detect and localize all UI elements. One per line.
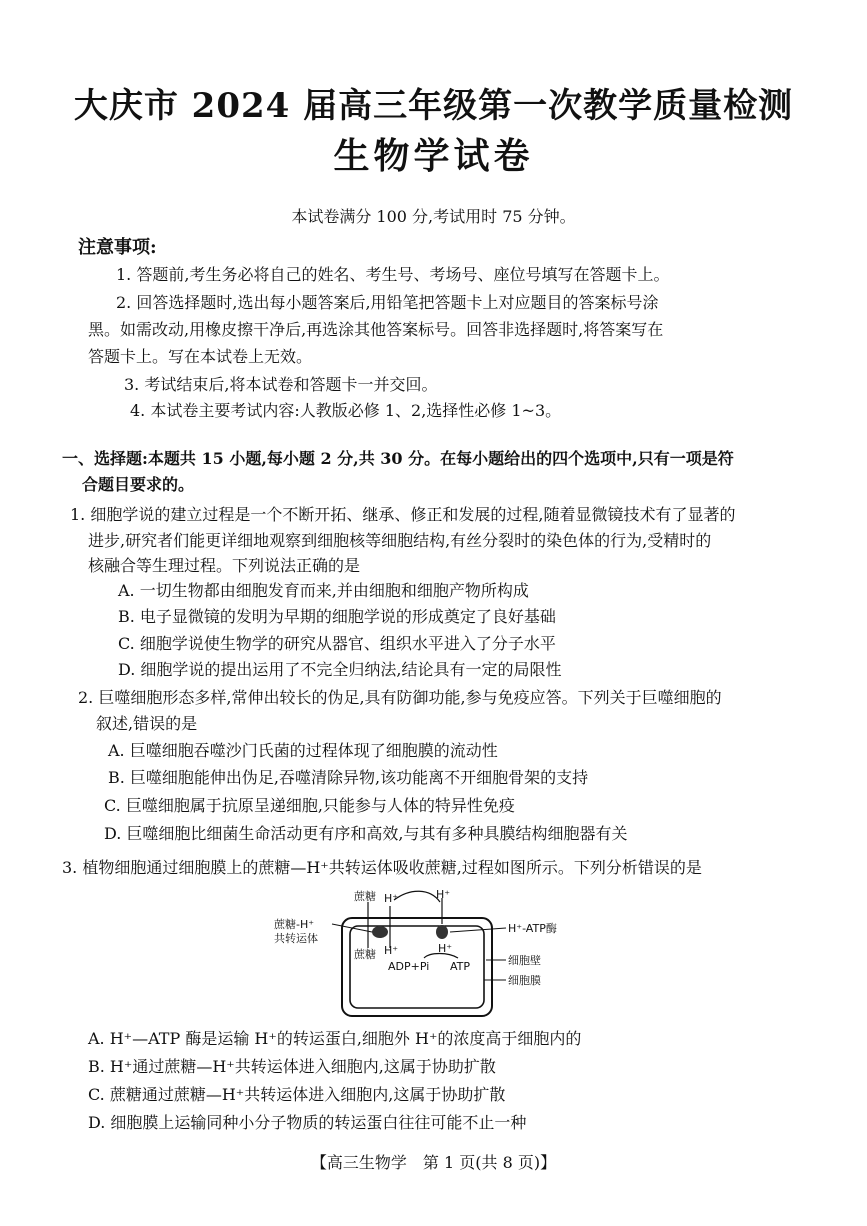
notice-item-2-line1: 2. 回答选择题时,选出每小题答案后,用铅笔把答题卡上对应题目的答案标号涂 — [116, 293, 659, 312]
label-atpase: H⁺-ATP酶 — [508, 922, 557, 935]
q1-option-c: C. 细胞学说使生物学的研究从器官、组织水平进入了分子水平 — [118, 634, 556, 653]
q3-option-a: A. H⁺—ATP 酶是运输 H⁺的转运蛋白,细胞外 H⁺的浓度高于细胞内的 — [88, 1029, 582, 1048]
label-wall: 细胞壁 — [508, 954, 541, 967]
label-h-out1: H⁺ — [384, 892, 399, 905]
pointer-atpase — [450, 928, 506, 932]
notice-item-3: 3. 考试结束后,将本试卷和答题卡一并交回。 — [124, 375, 438, 394]
q1-option-d: D. 细胞学说的提出运用了不完全归纳法,结论具有一定的局限性 — [118, 660, 562, 679]
label-h-in1: H⁺ — [384, 944, 399, 957]
h-cycle-arrow — [394, 891, 440, 902]
q1-stem-line2: 进步,研究者们能更详细地观察到细胞核等细胞结构,有丝分裂时的染色体的行为,受精时的 — [88, 531, 712, 550]
atpase-protein — [436, 925, 448, 939]
q2-option-c: C. 巨噬细胞属于抗原呈递细胞,只能参与人体的特异性免疫 — [104, 796, 515, 815]
q2-option-a: A. 巨噬细胞吞噬沙门氏菌的过程体现了细胞膜的流动性 — [108, 741, 498, 760]
label-membrane: 细胞膜 — [508, 974, 541, 987]
notice-item-1: 1. 答题前,考生务必将自己的姓名、考生号、考场号、座位号填写在答题卡上。 — [116, 265, 670, 284]
page-footer: 【高三生物学 第 1 页(共 8 页)】 — [310, 1153, 557, 1172]
q1-stem-line3: 核融合等生理过程。下列说法正确的是 — [88, 556, 361, 575]
label-h-out2: H⁺ — [436, 888, 451, 901]
q3-option-c: C. 蔗糖通过蔗糖—H⁺共转运体进入细胞内,这属于协助扩散 — [88, 1085, 506, 1104]
q2-stem-line2: 叙述,错误的是 — [96, 714, 198, 733]
q3-option-d: D. 细胞膜上运输同种小分子物质的转运蛋白往往可能不止一种 — [88, 1113, 527, 1132]
notice-item-4: 4. 本试卷主要考试内容:人教版必修 1、2,选择性必修 1~3。 — [130, 401, 562, 420]
notice-item-2-line3: 答题卡上。写在本试卷上无效。 — [88, 347, 313, 366]
cell-transport-diagram — [270, 888, 600, 1020]
label-sucrose-out: 蔗糖 — [354, 890, 376, 903]
page-title-line1: 大庆市 2024 届高三年级第一次教学质量检测 — [73, 86, 794, 126]
page-title-line2: 生物学试卷 — [333, 135, 534, 177]
q1-option-a: A. 一切生物都由细胞发育而来,并由细胞和细胞产物所构成 — [118, 581, 529, 600]
label-atp: ATP — [450, 960, 471, 973]
notice-title: 注意事项: — [78, 237, 157, 258]
q2-option-b: B. 巨噬细胞能伸出伪足,吞噬清除异物,该功能离不开细胞骨架的支持 — [108, 768, 589, 787]
section-heading-line1: 一、选择题:本题共 15 小题,每小题 2 分,共 30 分。在每小题给出的四个选项中,只有一项是符 — [62, 449, 734, 468]
q3-stem-line1: 3. 植物细胞通过细胞膜上的蔗糖—H⁺共转运体吸收蔗糖,过程如图所示。下列分析错误的是 — [62, 858, 702, 877]
label-sucrose-in: 蔗糖 — [354, 948, 376, 961]
section-heading-line2: 合题目要求的。 — [82, 475, 195, 494]
q3-option-b: B. H⁺通过蔗糖—H⁺共转运体进入细胞内,这属于协助扩散 — [88, 1057, 496, 1076]
q1-option-b: B. 电子显微镜的发明为早期的细胞学说的形成奠定了良好基础 — [118, 607, 556, 626]
label-adp: ADP+Pi — [388, 960, 430, 973]
notice-item-2-line2: 黑。如需改动,用橡皮擦干净后,再选涂其他答案标号。回答非选择题时,将答案写在 — [88, 320, 664, 339]
q2-stem-line1: 2. 巨噬细胞形态多样,常伸出较长的伪足,具有防御功能,参与免疫应答。下列关于巨噬细胞的 — [78, 688, 722, 707]
q2-option-d: D. 巨噬细胞比细菌生命活动更有序和高效,与其有多种具膜结构细胞器有关 — [104, 824, 628, 843]
exam-info: 本试卷满分 100 分,考试用时 75 分钟。 — [291, 207, 576, 226]
q1-stem-line1: 1. 细胞学说的建立过程是一个不断开拓、继承、修正和发展的过程,随着显微镜技术有了显著的 — [70, 505, 736, 524]
cotransporter-protein — [372, 926, 388, 938]
label-cotransporter2: 共转运体 — [274, 932, 318, 945]
label-cotransporter: 蔗糖-H⁺ — [274, 918, 315, 931]
label-h-in2: H⁺ — [438, 942, 453, 955]
